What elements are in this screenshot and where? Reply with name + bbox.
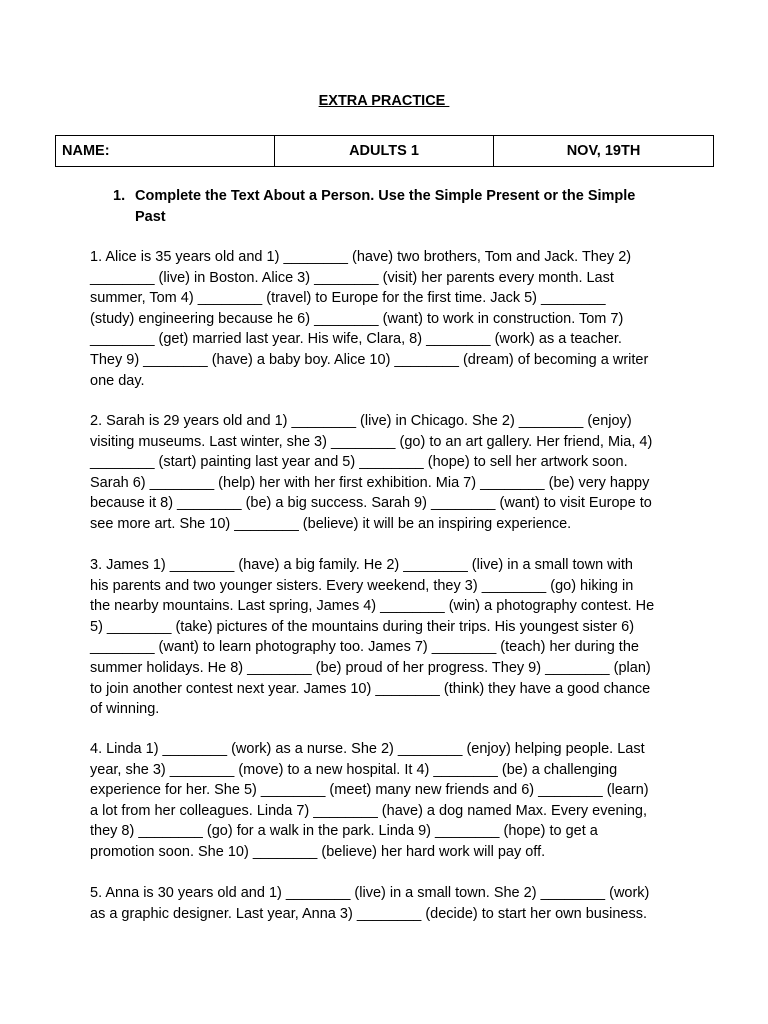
exercise-line: his parents and two younger sisters. Every weekend, they 3) ________ (go) hiking in: [90, 577, 634, 594]
exercise-line: experience for her. She 5) ________ (meet) many new friends and 6) ________ (learn): [90, 782, 649, 799]
exercise-paragraph-5: [90, 883, 680, 924]
exercise-line: 5. Anna is 30 years old and 1) ________ (live) in a small town. She 2) ________ (work): [90, 885, 650, 901]
exercise-line: ________ (start) painting last year and 5) ________ (hope) to sell her artwork soon.: [90, 454, 628, 471]
exercise-line: one day.: [90, 372, 145, 389]
exercise-line: they 8) ________ (go) for a walk in the park. Linda 9) ________ (hope) to get a: [90, 823, 598, 840]
exercise-paragraph-4: [90, 739, 680, 863]
exercise-line: 1. Alice is 35 years old and 1) ________ (have) two brothers, Tom and Jack. They 2): [90, 249, 632, 265]
exercise-line: (study) engineering because he 6) ________ (want) to work in construction. Tom 7): [90, 310, 624, 327]
exercise-line: ________ (want) to learn photography too. James 7) ________ (teach) her during the: [90, 639, 639, 656]
header-row: [56, 136, 714, 167]
exercise-line: 2. Sarah is 29 years old and 1) ________ (live) in Chicago. She 2) ________ (enjoy): [90, 413, 632, 429]
instruction-line: Complete the Text About a Person. Use the Simple Present or the Simple: [135, 188, 636, 204]
exercise-line: see more art. She 10) ________ (believe) it will be an inspiring experience.: [90, 515, 572, 532]
exercise-line: promotion soon. She 10) ________ (believe) her hard work will pay off.: [90, 843, 546, 860]
exercise-line: of winning.: [90, 701, 160, 718]
exercise-line: because it 8) ________ (be) a big success. Sarah 9) ________ (want) to visit Europe to: [90, 495, 652, 512]
exercise-paragraph-2: [90, 411, 680, 535]
exercise-line: Sarah 6) ________ (help) her with her first exhibition. Mia 7) ________ (be) very happy: [90, 474, 650, 491]
exercise-line: 4. Linda 1) ________ (work) as a nurse. She 2) ________ (enjoy) helping people. Last: [90, 741, 645, 757]
instruction-line: Past: [135, 208, 166, 225]
name-cell: NAME:: [56, 136, 275, 167]
header-table: [55, 135, 714, 167]
exercise-line: to join another contest next year. James 10) ________ (think) they have a good chance: [90, 680, 651, 697]
exercise-line: They 9) ________ (have) a baby boy. Alice 10) ________ (dream) of becoming a writer: [90, 351, 649, 368]
instruction-number: 1.: [113, 188, 126, 204]
exercise-line: ________ (get) married last year. His wife, Clara, 8) ________ (work) as a teacher.: [90, 331, 622, 348]
exercise-line: 5) ________ (take) pictures of the mountains during their trips. His youngest sister 6): [90, 618, 635, 635]
exercise-paragraph-1: [90, 247, 680, 391]
exercise-line: year, she 3) ________ (move) to a new hospital. It 4) ________ (be) a challenging: [90, 761, 618, 778]
exercise-line: the nearby mountains. Last spring, James 4) ________ (win) a photography contest. He: [90, 598, 655, 615]
exercise-line: visiting museums. Last winter, she 3) ________ (go) to an art gallery. Her friend, Mia, 4): [90, 433, 653, 450]
exercise-line: ________ (live) in Boston. Alice 3) ________ (visit) her parents every month. Last: [90, 269, 614, 286]
date-cell: NOV, 19TH: [494, 136, 714, 167]
exercise-line: as a graphic designer. Last year, Anna 3) ________ (decide) to start her own business.: [90, 905, 647, 922]
worksheet-title: EXTRA PRACTICE: [318, 93, 450, 109]
instruction-heading: [113, 186, 673, 227]
exercise-paragraph-3: [90, 555, 680, 720]
exercise-line: 3. James 1) ________ (have) a big family. He 2) ________ (live) in a small town with: [90, 557, 633, 573]
exercise-line: a lot from her colleagues. Linda 7) ________ (have) a dog named Max. Every evening,: [90, 802, 647, 819]
instruction-text: [135, 186, 673, 227]
level-cell: ADULTS 1: [275, 136, 494, 167]
exercise-line: summer holidays. He 8) ________ (be) proud of her progress. They 9) ________ (plan): [90, 659, 651, 676]
exercise-line: summer, Tom 4) ________ (travel) to Europe for the first time. Jack 5) ________: [90, 290, 606, 307]
